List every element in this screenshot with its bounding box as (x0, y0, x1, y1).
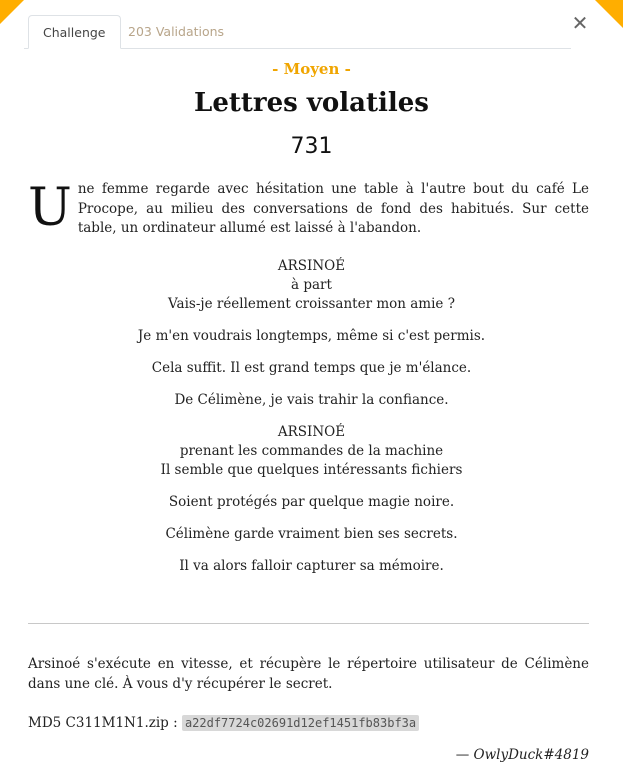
tab-bar (24, 15, 571, 49)
md5-label: MD5 C311M1N1.zip : (28, 715, 178, 731)
poem-line: Je m'en voudrais longtemps, même si c'est permis. (137, 328, 486, 344)
page-title: Lettres volatiles (194, 88, 429, 118)
difficulty-label: - Moyen - (272, 60, 351, 78)
author-name: OwlyDuck#4819 (473, 747, 589, 763)
poem-stage-direction-2: prenant les commandes de la machine (179, 443, 444, 459)
divider (28, 623, 589, 624)
corner-decoration-left (0, 0, 24, 24)
tab-validations[interactable]: 203 Validations (128, 24, 225, 39)
drop-cap: U (28, 178, 72, 238)
md5-line (28, 713, 419, 733)
poem-line: Célimène garde vraiment bien ses secrets. (165, 526, 458, 542)
author-signature (456, 746, 589, 764)
points-value: 731 (290, 134, 333, 159)
poem-line: Cela suffit. Il est grand temps que je m'élance. (151, 360, 472, 376)
outro-paragraph: Arsinoé s'exécute en vitesse, et récupère le répertoire utilisateur de Célimène dans une clé. À vous d'y récupérer le secret. (28, 656, 589, 692)
poem-line: Soient protégés par quelque magie noire. (168, 494, 455, 510)
md5-hash[interactable]: a22df7724c02691d12ef1451fb83bf3a (182, 715, 419, 731)
poem-stage-direction-1: à part (291, 277, 332, 293)
intro-paragraph (28, 180, 589, 239)
corner-decoration-right (595, 0, 623, 28)
poem-line: Il va alors falloir capturer sa mémoire. (179, 558, 444, 574)
poem-line: De Célimène, je vais trahir la confiance. (174, 392, 449, 408)
poem-speaker-1: ARSINOÉ (277, 258, 346, 274)
close-icon[interactable]: ✕ (571, 11, 589, 35)
author-dash: — (455, 747, 470, 763)
poem-line: Vais-je réellement croissanter mon amie ? (168, 296, 455, 312)
poem-speaker-2: ARSINOÉ (277, 424, 346, 440)
intro-text: ne femme regarde avec hésitation une table à l'autre bout du café Le Procope, au milieu des conversations de fond des habitués. Sur cette table, un ordinateur allumé est laissé à l'abandon. (77, 181, 589, 236)
tab-challenge[interactable]: Challenge (28, 15, 121, 49)
poem-line: Il semble que quelques intéressants fichiers (160, 462, 463, 478)
